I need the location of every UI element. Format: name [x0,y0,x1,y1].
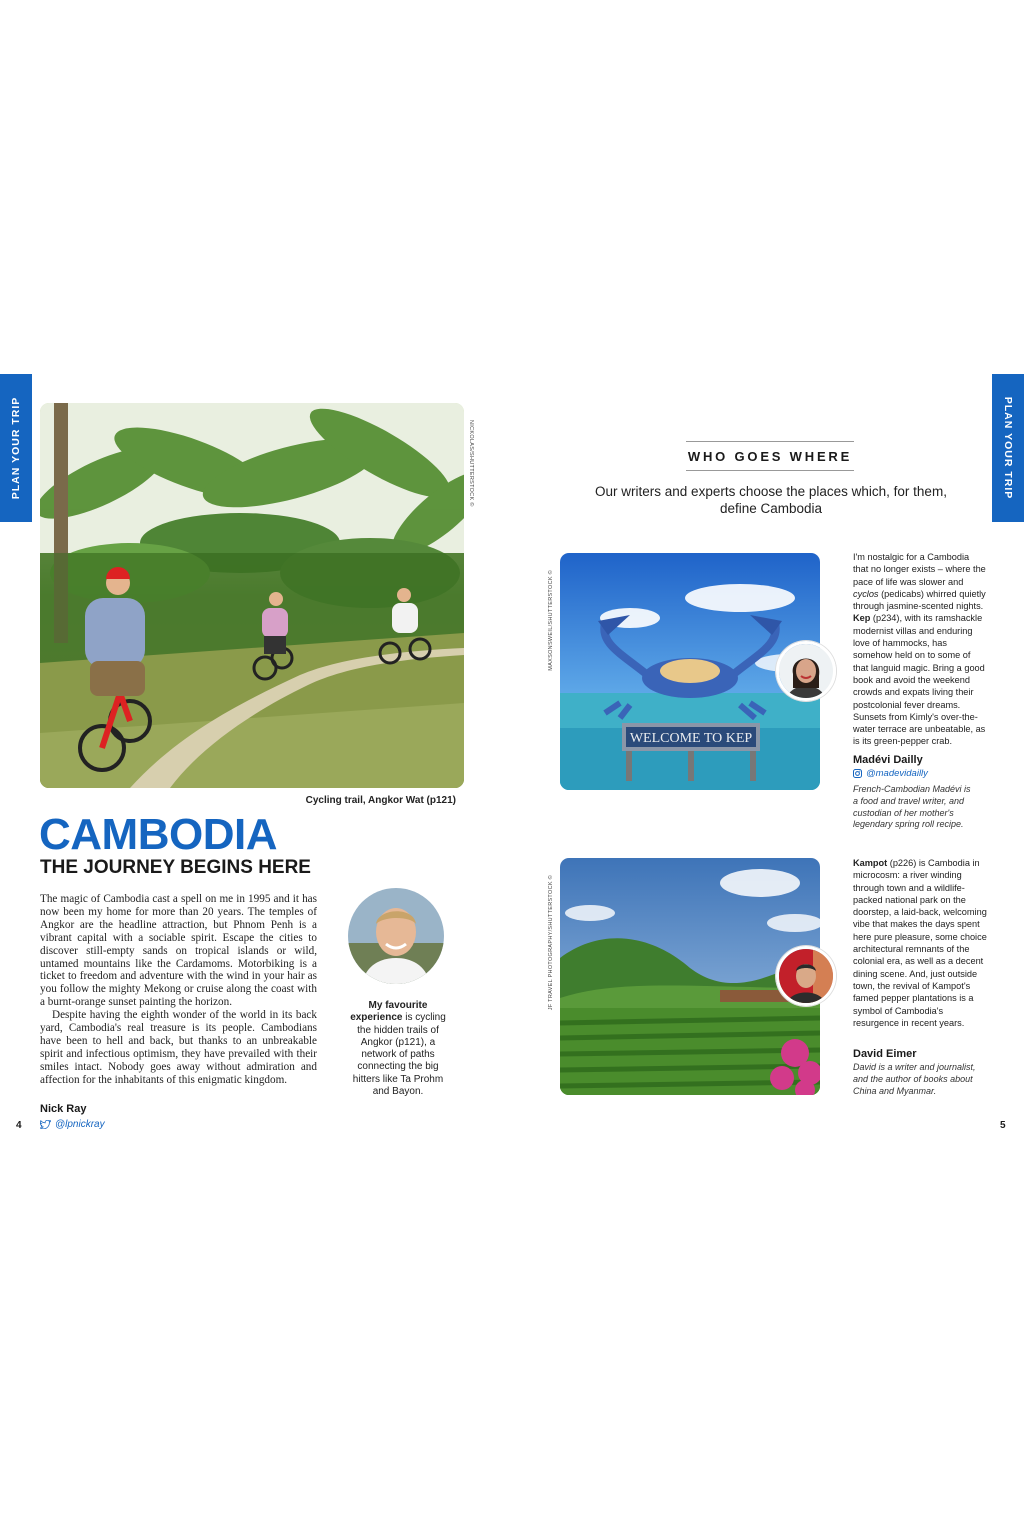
avatar-madevi-dailly [776,641,836,701]
intro-paragraph-2: Despite having the eighth wonder of the world in its back yard, Cambodia's real treasure is its people. Cambodians have been to hell and back, but thanks to an unbreakable spirit and infectious optimism, they have prevailed with their smiles intact. Nobody goes away without admiration and affection for the inhabitants of this enigmatic kingdom. [40,1009,317,1086]
writer-name-david: David Eimer [853,1048,917,1060]
page-subtitle: THE JOURNEY BEGINS HERE [40,857,311,878]
plan-your-trip-tab-right [992,374,1024,522]
kampot-entry-text [853,857,987,1029]
section-intro: Our writers and experts choose the places which, for them, define Cambodia [595,484,947,516]
avatar-david-eimer [776,946,836,1006]
page-number-right: 5 [1000,1120,1006,1131]
writer-bio-david: David is a writer and journalist, and the author of books about China and Myanmar. [853,1062,976,1096]
intro-paragraph-1: The magic of Cambodia cast a spell on me in 1995 and it has now been my home for more than 20 years. The temples of Angkor are the headline attraction, but Phnom Penh is a vibrant capital with a sociable spirit. Escape the cities to discover still-empty sands on tropical islands or wild, untamed mountains like the Cardamoms. Motorbiking is a ticket to freedom and adventure with the wind in your hair as you follow the mighty Mekong or cruise along the coast with a burnt-orange sunset painting the horizon. [40,893,317,1009]
intro-body-text [40,893,317,1087]
hero-photo-cycling [40,403,464,788]
favourite-text: is cycling the hidden trails of Angkor (p121), a network of paths connecting the big hitters like Ta Prohm and Bayon. [352,1012,446,1098]
author-handle[interactable] [40,1119,105,1130]
section-title: WHO GOES WHERE [686,441,854,471]
hero-caption: Cycling trail, Angkor Wat (p121) [305,795,456,806]
page-title: CAMBODIA [39,810,277,859]
twitter-icon [40,1120,51,1129]
author-avatar-nick-ray [348,888,444,984]
kep-text-part-3: (p234), with its ramshackle modernist villas and enduring love of hammocks, has somehow held on to some of that languid magic. Bring a good book and avoid the weekend crowds and expats living their postcolonial fever dreams. Sunsets from Kimly's over-the-water terrace are unbeatable, as is its green-pepper crab. [853,613,986,747]
instagram-icon [853,769,862,778]
welcome-sign-text: WELCOME TO KEP [629,731,753,746]
side-tab-label: PLAN YOUR TRIP [1002,396,1014,500]
kep-entry-text [853,551,987,748]
author-name: Nick Ray [40,1103,87,1115]
cycling-trail-illustration [40,403,464,788]
plan-your-trip-tab-left [0,374,32,522]
page-number-left: 4 [16,1120,22,1131]
writer-bio-madevi: French-Cambodian Madévi is a food and travel writer, and custodian of her mother's legendary spring roll recipe. [853,784,971,830]
writer-name-madevi: Madévi Dailly [853,754,923,766]
kep-place-name: Kep [853,613,871,624]
favourite-label: My favourite experience [350,1000,428,1024]
kampot-photo-credit: JF TRAVEL PHOTOGRAPHY/SHUTTERSTOCK © [548,875,554,1011]
kampot-text: (p226) is Cambodia in microcosm: a river winding through town and a wildlife-packed national park on the doorstep, a laid-back, welcoming vibe that makes the days spent here pure pleasure, some choice architectural remnants of the colonial era, as well as a decent dining scene. And, just outside town, the revival of Kampot's famed pepper plantations is a symbol of Cambodia's resurgence in recent years. [853,858,987,1028]
photo-credit: NICKOLAS/SHUTTERSTOCK © [468,420,474,507]
favourite-experience [345,1000,451,1098]
kep-text-part-1: I'm nostalgic for a Cambodia that no longer exists – where the pace of life was slower and [853,552,986,587]
kep-text-part-2: (pedicabs) whirred quietly through jasmine-scented nights. [853,588,986,612]
kep-photo-credit: MAXSONSWEIL/SHUTTERSTOCK © [548,570,554,671]
kep-text-italic: cyclos [853,588,879,599]
writer-handle-madevi-text: @madevidailly [866,768,928,779]
author-handle-text: @lpnickray [55,1119,105,1130]
kampot-place-name: Kampot [853,858,888,868]
side-tab-label: PLAN YOUR TRIP [10,396,22,500]
writer-handle-madevi[interactable] [853,768,928,779]
